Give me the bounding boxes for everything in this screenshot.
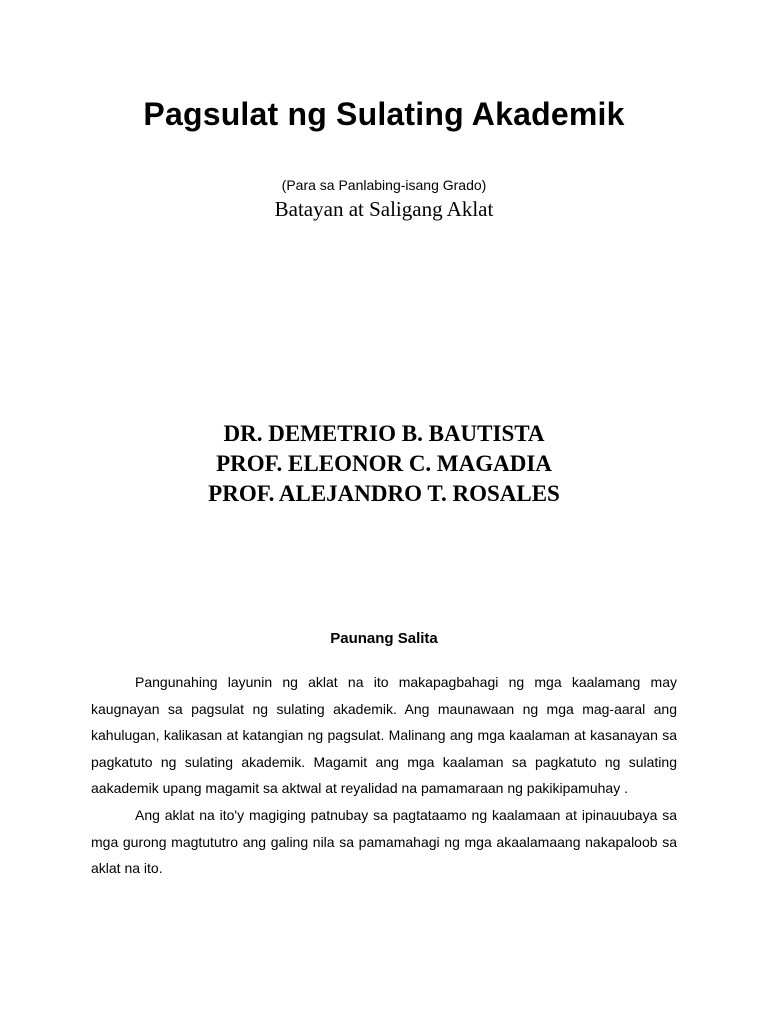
author-name: DR. DEMETRIO B. BAUTISTA (223, 421, 545, 446)
document-title: Pagsulat ng Sulating Akademik (143, 96, 625, 132)
author-name: PROF. ELEONOR C. MAGADIA (216, 451, 552, 476)
author-name: PROF. ALEJANDRO T. ROSALES (208, 481, 560, 506)
preface-paragraph: Pangunahing layunin ng aklat na ito makapagbahagi ng mga kaalamang may kaugnayan sa pagsulat ng sulating akademik. Ang maunawaan ng mga mag-aaral ang kahulugan, kalikasan at katangian ng pagsulat. Malinang ang mga kaalaman at kasanayan sa pagkatuto ng sulating akademik. Magamit ang mga kaalaman sa pagkatuto ng sulating aakademik upang magamit sa aktwal at reyalidad na pamamaraan ng pakikipamuhay . (91, 674, 677, 797)
document-subtitle: (Para sa Panlabing-isang Grado) (281, 177, 487, 193)
preface-body (91, 669, 677, 882)
preface-heading: Paunang Salita (330, 630, 438, 647)
preface-paragraph: Ang aklat na ito'y magiging patnubay sa pagtataamo ng kaalamaan at ipinauubaya sa mga gurong magtututro ang galing nila sa pamamahagi ng mga akaalamaang nakapaloob sa aklat na ito. (91, 806, 677, 877)
document-basis-line: Batayan at Saligang Aklat (274, 197, 494, 221)
author-list (0, 419, 768, 509)
